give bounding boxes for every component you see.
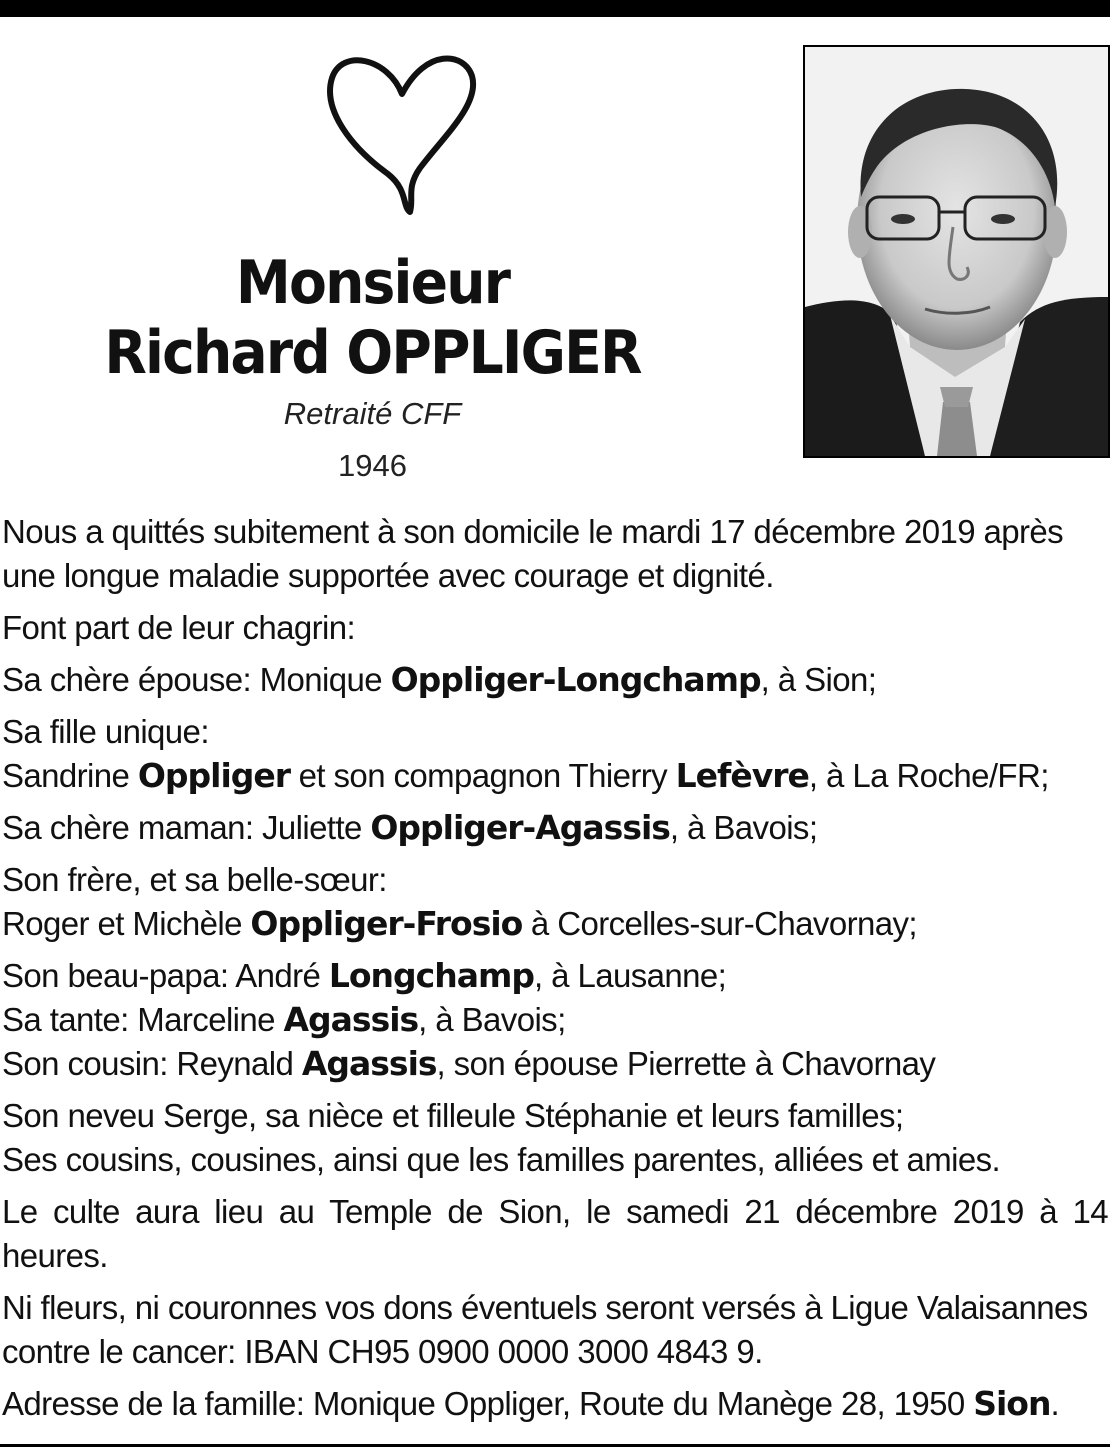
address-suffix: . [1050,1385,1060,1422]
bottom-rule [0,1444,1110,1447]
mother-surname: Oppliger-Agassis [370,808,670,847]
family-address [2,1382,1108,1426]
brother-label: Son frère, et sa belle-sœur: [2,861,387,898]
address-city: Sion [973,1384,1051,1423]
wife-line [2,658,1108,702]
daughter-label: Sa fille unique: [2,713,209,750]
family-block [2,1094,1108,1182]
daughter-middle: et son compagnon Thierry [290,757,676,794]
cousin-suffix: , son épouse Pierrette à Chavornay [436,1045,936,1082]
cousins-line: Ses cousins, cousines, ainsi que les familles parentes, alliées et amies. [2,1141,1001,1178]
daughter-block [2,710,1108,798]
wife-surname: Oppliger-Longchamp [390,660,761,699]
donations-notice: Ni fleurs, ni couronnes vos dons éventuels seront versés à Ligue Valaisannes contre le cancer: IBAN CH95 0900 0000 3000 4843 9. [2,1289,1088,1370]
relatives-block [2,954,1108,1086]
brother-prefix: Roger et Michèle [2,905,251,942]
aunt-suffix: , à Bavois; [418,1001,566,1038]
intro-line: Font part de leur chagrin: [2,609,356,646]
profession: Retraité CFF [283,396,462,431]
salutation: Monsieur [235,248,510,318]
mother-prefix: Sa chère maman: Juliette [2,809,371,846]
mother-suffix: , à Bavois; [669,809,818,846]
announcement-body [2,510,1108,1426]
father-in-law-prefix: Son beau-papa: André [2,957,329,994]
brother-block [2,858,1108,946]
brother-suffix: à Corcelles-sur-Chavornay; [522,905,917,942]
brother-surname: Oppliger-Frosio [250,904,523,943]
death-notice: Nous a quittés subitement à son domicile le mardi 17 décembre 2019 après une longue maladie supportée avec courage et dignité. [2,513,1064,594]
father-in-law-suffix: , à Lausanne; [534,957,727,994]
daughter-prefix: Sandrine [2,757,138,794]
daughter-suffix: , à La Roche/FR; [808,757,1049,794]
portrait-photo [803,45,1110,458]
heart-icon [322,48,482,216]
nephew-line: Son neveu Serge, sa nièce et filleule Stéphanie et leurs familles; [2,1097,904,1134]
cousin-surname: Agassis [301,1044,437,1083]
address-prefix: Adresse de la famille: Monique Oppliger, Route du Manège 28, 1950 [2,1385,974,1422]
aunt-surname: Agassis [283,1000,419,1039]
birth-year: 1946 [338,448,407,483]
father-in-law-surname: Longchamp [328,956,534,995]
daughter-surname: Oppliger [137,756,291,795]
wife-prefix: Sa chère épouse: Monique [2,661,391,698]
top-rule [0,0,1110,17]
ceremony-notice: Le culte aura lieu au Temple de Sion, le samedi 21 décembre 2019 à 14 heures. [2,1193,1108,1274]
mother-line [2,806,1108,850]
aunt-prefix: Sa tante: Marceline [2,1001,284,1038]
portrait-image [805,47,1108,456]
title-block [0,248,745,486]
partner-surname: Lefèvre [675,756,809,795]
cousin-prefix: Son cousin: Reynald [2,1045,302,1082]
wife-suffix: , à Sion; [760,661,877,698]
deceased-name: Richard OPPLIGER [104,318,641,388]
